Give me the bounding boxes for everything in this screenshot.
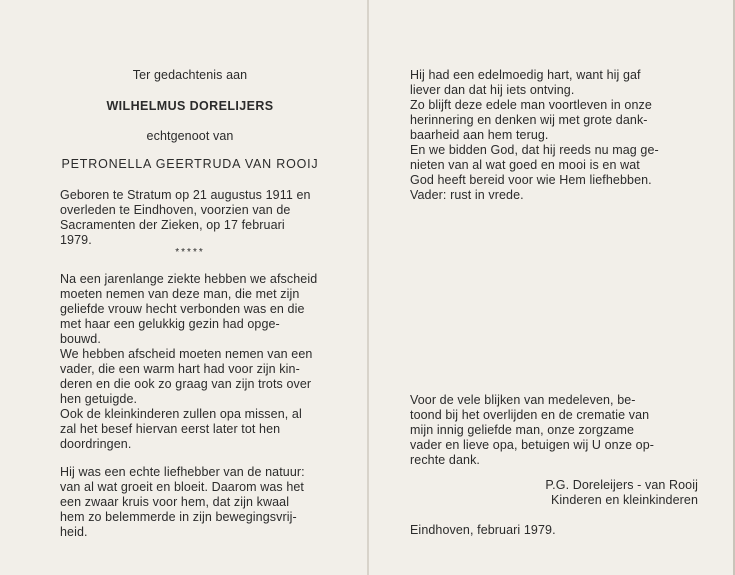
- text-line: zal het besef hiervan eerst later tot hen: [60, 422, 281, 436]
- text-line: herinnering en denken wij met grote dank-: [410, 113, 648, 127]
- text-line: toond bij het overlijden en de crematie van: [410, 408, 650, 422]
- text-line: liever dan dat hij iets ontving.: [410, 83, 575, 97]
- memorial-header: Ter gedachtenis aan: [132, 68, 248, 82]
- text-line: Hij was een echte liefhebber van de natuur:: [60, 465, 305, 479]
- text-line: God heeft bereid voor wie Hem liefhebben.: [410, 173, 652, 187]
- place-date: Eindhoven, februari 1979.: [410, 523, 556, 537]
- signature-line: P.G. Doreleijers - van Rooij: [545, 478, 698, 492]
- center-fold: [367, 0, 369, 575]
- text-line: 1979.: [60, 233, 92, 247]
- text-line: nieten van al wat goed en mooi is en wat: [410, 158, 640, 172]
- text-line: een zwaar kruis voor hem, dat zijn kwaal: [60, 495, 290, 509]
- text-line: baarheid aan hem terug.: [410, 128, 549, 142]
- text-line: met haar een gelukkig gezin had opge-: [60, 317, 280, 331]
- star-divider: *****: [175, 247, 205, 258]
- left-paragraph-1: [60, 272, 317, 452]
- text-line: van al wat groeit en bloeit. Daarom was het: [60, 480, 305, 494]
- signature-line: Kinderen en kleinkinderen: [550, 493, 698, 507]
- text-line: Na een jarenlange ziekte hebben we afscheid: [60, 272, 318, 286]
- text-line: En we bidden God, dat hij reeds nu mag ge-: [410, 143, 659, 157]
- deceased-name: WILHELMUS DORELIJERS: [106, 99, 274, 113]
- left-paragraph-2: [60, 465, 305, 540]
- text-line: hen getuigde.: [60, 392, 138, 406]
- text-line: doordringen.: [60, 437, 132, 451]
- text-line: heid.: [60, 525, 88, 539]
- text-line: moeten nemen van deze man, die met zijn: [60, 287, 300, 301]
- text-line: hem zo belemmerde in zijn bewegingsvrij-: [60, 510, 297, 524]
- right-paragraph-1: [410, 68, 659, 203]
- text-line: overleden te Eindhoven, voorzien van de: [60, 203, 291, 217]
- text-line: vader, die een warm hart had voor zijn kin-: [60, 362, 300, 376]
- text-line: bouwd.: [60, 332, 101, 346]
- text-line: rechte dank.: [410, 453, 480, 467]
- text-line: mijn innig geliefde man, onze zorgzame: [410, 423, 635, 437]
- text-line: Zo blijft deze edele man voortleven in onze: [410, 98, 652, 112]
- birth-death-block: [60, 188, 311, 248]
- text-line: Vader: rust in vrede.: [410, 188, 524, 202]
- text-line: deren en die ook zo graag van zijn trots over: [60, 377, 312, 391]
- relation-label: echtgenoot van: [146, 129, 234, 143]
- thanks-paragraph: [410, 393, 654, 468]
- text-line: Voor de vele blijken van medeleven, be-: [410, 393, 636, 407]
- text-line: Ook de kleinkinderen zullen opa missen, al: [60, 407, 302, 421]
- text-line: We hebben afscheid moeten nemen van een: [60, 347, 313, 361]
- text-line: geliefde vrouw hecht verbonden was en die: [60, 302, 305, 316]
- text-line: Geboren te Stratum op 21 augustus 1911 en: [60, 188, 311, 202]
- signature-block: [460, 478, 698, 508]
- text-line: Hij had een edelmoedig hart, want hij gaf: [410, 68, 641, 82]
- text-line: vader en lieve opa, betuigen wij U onze op-: [410, 438, 655, 452]
- spouse-name: PETRONELLA GEERTRUDA VAN ROOIJ: [61, 157, 319, 171]
- text-line: Sacramenten der Zieken, op 17 februari: [60, 218, 285, 232]
